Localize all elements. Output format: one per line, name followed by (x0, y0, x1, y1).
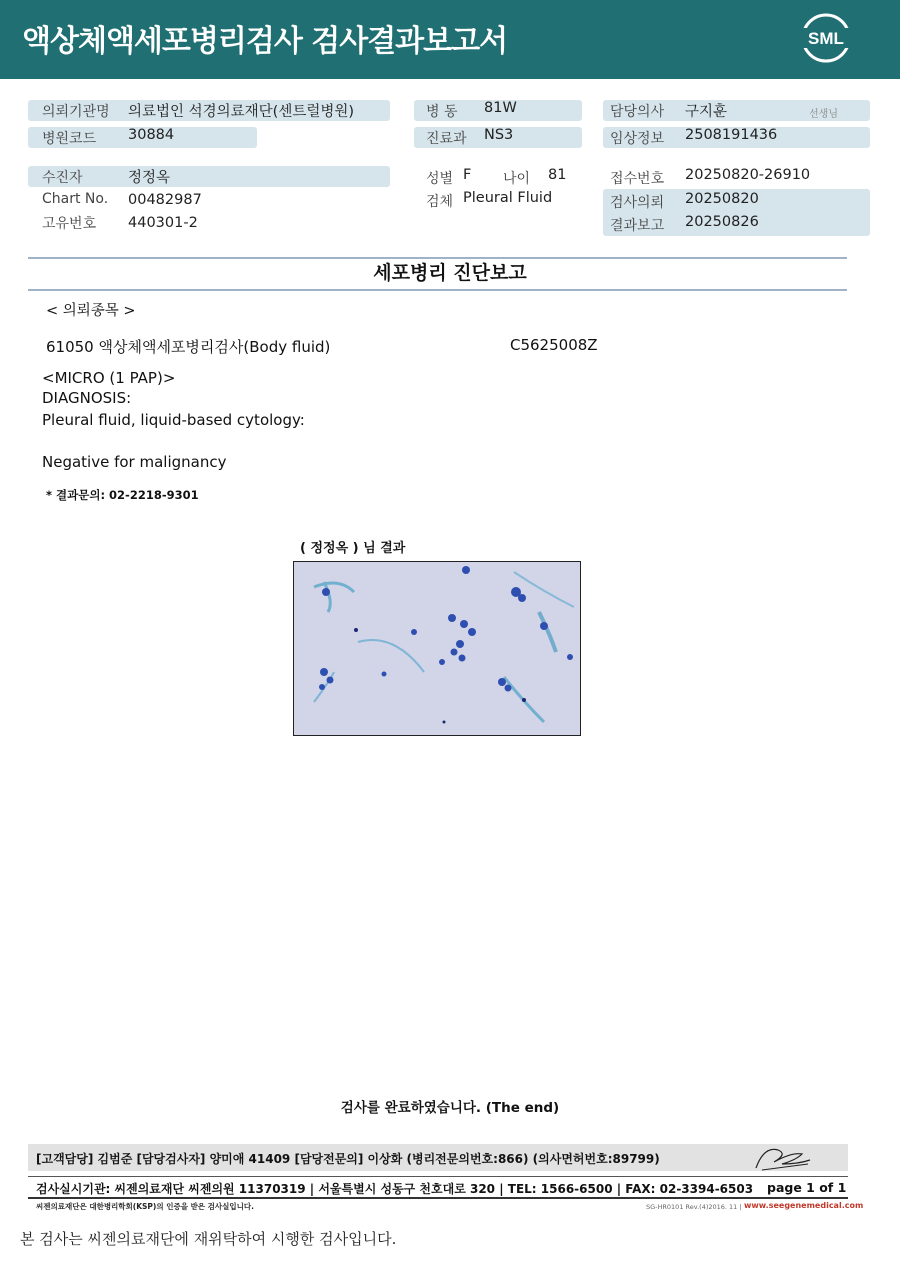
end-text: 검사를 완료하였습니다. (The end) (340, 1100, 560, 1116)
request-date-label: 검사의뢰 (610, 195, 665, 211)
staff-line: [고객담당] 김범준 [담당검사자] 양미애 41409 [담당전문의] 이상화 (병리전문의번호:866) (의사면허번호:89799) (36, 1152, 660, 1166)
age-value: 81 (548, 167, 567, 183)
receipt-label: 접수번호 (610, 171, 665, 187)
patient-value: 정정옥 (128, 170, 171, 186)
dept-label: 진료과 (426, 131, 467, 147)
title-rule-bottom (28, 289, 847, 291)
page-indicator: page 1 of 1 (767, 1180, 847, 1195)
sex-value: F (463, 167, 472, 183)
footer-rule-top (28, 1176, 848, 1177)
institution-value: 의료법인 석경의료재단(센트럴병원) (128, 104, 355, 120)
dept-value: NS3 (484, 127, 514, 143)
cytology-image (293, 561, 581, 736)
clinical-label: 임상정보 (610, 131, 665, 147)
footer-rule-bottom (28, 1197, 848, 1199)
image-caption: ( 정정옥 ) 님 결과 (300, 541, 406, 556)
diagnosis-detail: Pleural fluid, liquid-based cytology: (42, 411, 305, 429)
request-date-value: 20250820 (685, 191, 759, 207)
diagnosis-result: Negative for malignancy (42, 453, 227, 471)
report-title: 세포병리 진단보고 (373, 262, 527, 284)
micro-line: <MICRO (1 PAP)> (42, 369, 176, 387)
outsourcing-note: 본 검사는 씨젠의료재단에 재위탁하여 시행한 검사입니다. (20, 1230, 397, 1248)
ward-label: 병 동 (426, 104, 458, 120)
specimen-value: Pleural Fluid (463, 190, 553, 206)
hospital-code-label: 병원코드 (42, 131, 97, 147)
request-items-heading: < 의뢰종목 > (46, 303, 136, 319)
patient-label: 수진자 (42, 170, 83, 186)
doctor-label: 담당의사 (610, 104, 665, 120)
report-header (0, 0, 900, 79)
ksp-note: 씨젠의료재단은 대한병리학회(KSP)의 인증을 받은 검사실입니다. (36, 1202, 254, 1211)
institution-line: 검사실시기관: 씨젠의료재단 씨젠의원 11370319 | 서울특별시 성동구 천호대로 320 | TEL: 1566-6500 | FAX: 02-3394-6503 (36, 1182, 754, 1196)
sml-logo (800, 12, 852, 64)
test-id: C5625008Z (510, 336, 598, 354)
institution-label: 의뢰기관명 (42, 104, 110, 120)
result-date-label: 결과보고 (610, 218, 665, 234)
clinical-value: 2508191436 (685, 127, 778, 143)
chart-no-value: 00482987 (128, 192, 202, 208)
website-link[interactable]: www.seegenemedical.com (744, 1201, 864, 1210)
inquiry-phone: * 결과문의: 02-2218-9301 (46, 488, 199, 502)
diagnosis-label: DIAGNOSIS: (42, 389, 132, 407)
doctor-value: 구지훈 (685, 104, 728, 120)
unique-no-value: 440301-2 (128, 215, 198, 231)
receipt-value: 20250820-26910 (685, 167, 811, 183)
chart-no-label: Chart No. (42, 191, 109, 207)
form-code: SG-HR0101 Rev.(4)2016. 11 | (646, 1203, 742, 1211)
sml-logo-text: SML (808, 29, 844, 48)
hospital-code-value: 30884 (128, 127, 175, 143)
signature (752, 1140, 812, 1174)
ward-value: 81W (484, 100, 517, 116)
age-label: 나이 (503, 171, 531, 187)
test-code-name: 61050 액상체액세포병리검사(Body fluid) (46, 338, 331, 356)
report-header-title: 액상체액세포병리검사 검사결과보고서 (22, 24, 508, 59)
cytology-image-drawing (294, 562, 581, 736)
specimen-label: 검체 (426, 194, 454, 210)
doctor-suffix: 선생님 (809, 109, 838, 120)
sex-label: 성별 (426, 171, 454, 187)
result-date-value: 20250826 (685, 214, 759, 230)
unique-no-label: 고유번호 (42, 216, 97, 232)
